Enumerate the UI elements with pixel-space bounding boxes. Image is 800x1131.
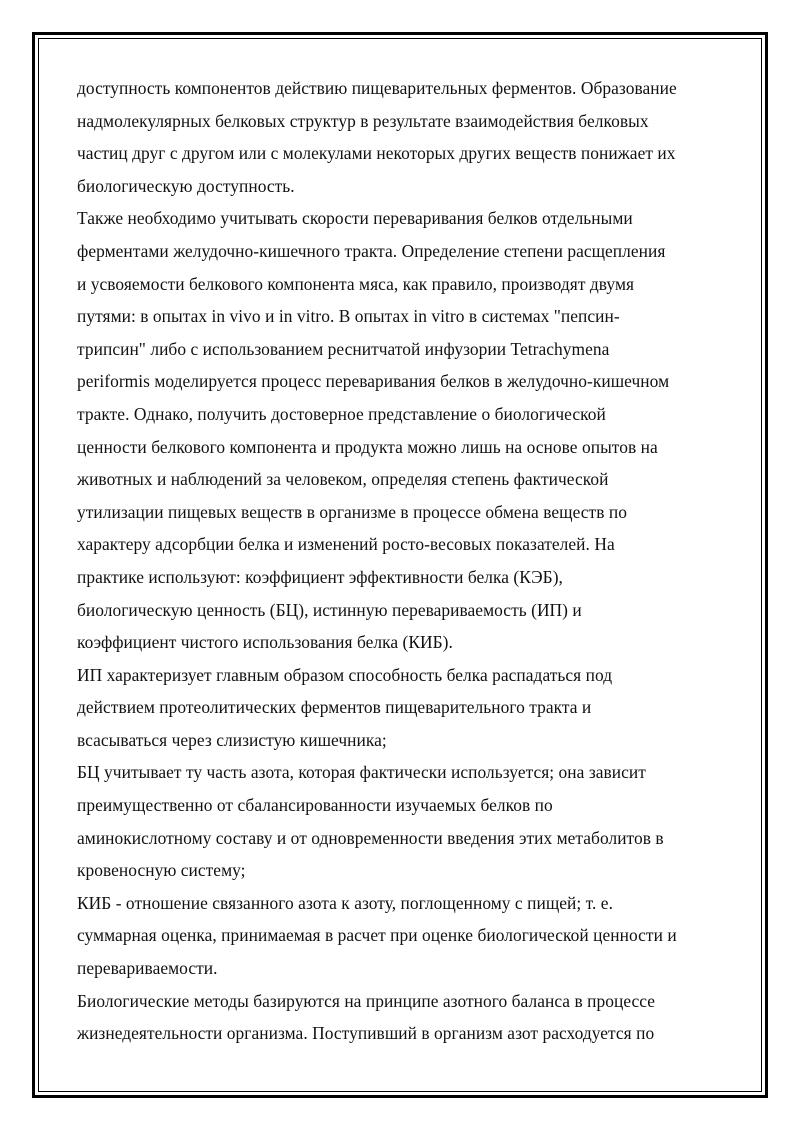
text-line: periformis моделируется процесс переваривания белков в желудочно-кишечном: [77, 371, 670, 392]
text-line: ферментами желудочно-кишечного тракта. Определение степени расщепления: [77, 240, 666, 261]
paragraph: [77, 202, 732, 658]
text-line: тракте. Однако, получить достоверное представление о биологической: [77, 403, 606, 424]
text-line: путями: в опытах in vivo и in vitro. В опытах in vitro в системах "пепсин-: [77, 306, 620, 327]
text-line: кровеносную систему;: [77, 860, 246, 881]
text-line: КИБ - отношение связанного азота к азоту, поглощенному с пищей; т. е.: [77, 892, 613, 913]
text-line: практике используют: коэффициент эффективности белка (КЭБ),: [77, 566, 563, 587]
text-line: ценности белкового компонента и продукта можно лишь на основе опытов на: [77, 436, 658, 457]
text-line: перевариваемости.: [77, 958, 218, 979]
text-line: аминокислотному составу и от одновременности введения этих метаболитов в: [77, 827, 664, 848]
paragraph: [77, 756, 732, 886]
paragraph: [77, 985, 732, 1050]
text-line: биологическую ценность (БЦ), истинную перевариваемость (ИП) и: [77, 599, 582, 620]
text-line: доступность компонентов действию пищеварительных ферментов. Образование: [77, 78, 677, 98]
document-body: [77, 72, 732, 1050]
paragraph: [77, 72, 732, 202]
text-line: утилизации пищевых веществ в организме в процессе обмена веществ по: [77, 501, 627, 522]
paragraph: [77, 659, 732, 757]
text-line: и усвояемости белкового компонента мяса, как правило, производят двумя: [77, 273, 635, 294]
text-line: частиц друг с другом или с молекулами некоторых других веществ понижает их: [77, 143, 676, 164]
text-line: животных и наблюдений за человеком, определяя степень фактической: [77, 469, 609, 490]
text-line: всасываться через слизистую кишечника;: [77, 729, 387, 750]
text-line: надмолекулярных белковых структур в результате взаимодействия белковых: [77, 110, 649, 131]
text-line: ИП характеризует главным образом способность белка распадаться под: [77, 664, 613, 685]
text-line: действием протеолитических ферментов пищеварительного тракта и: [77, 697, 592, 718]
text-line: биологическую доступность.: [77, 175, 295, 196]
paragraph: [77, 887, 732, 985]
text-line: трипсин" либо с использованием реснитчатой инфузории Tetrachymena: [77, 338, 610, 359]
text-line: характеру адсорбции белка и изменений росто-весовых показателей. На: [77, 534, 615, 555]
text-line: коэффициент чистого использования белка (КИБ).: [77, 632, 453, 653]
text-line: суммарная оценка, принимаемая в расчет при оценке биологической ценности и: [77, 925, 677, 946]
text-line: БЦ учитывает ту часть азота, которая фактически используется; она зависит: [77, 762, 646, 783]
text-line: Также необходимо учитывать скорости переваривания белков отдельными: [77, 208, 633, 229]
text-line: преимущественно от сбалансированности изучаемых белков по: [77, 795, 553, 816]
text-line: жизнедеятельности организма. Поступивший в организм азот расходуется по: [77, 1023, 655, 1044]
text-line: Биологические методы базируются на принципе азотного баланса в процессе: [77, 990, 656, 1011]
